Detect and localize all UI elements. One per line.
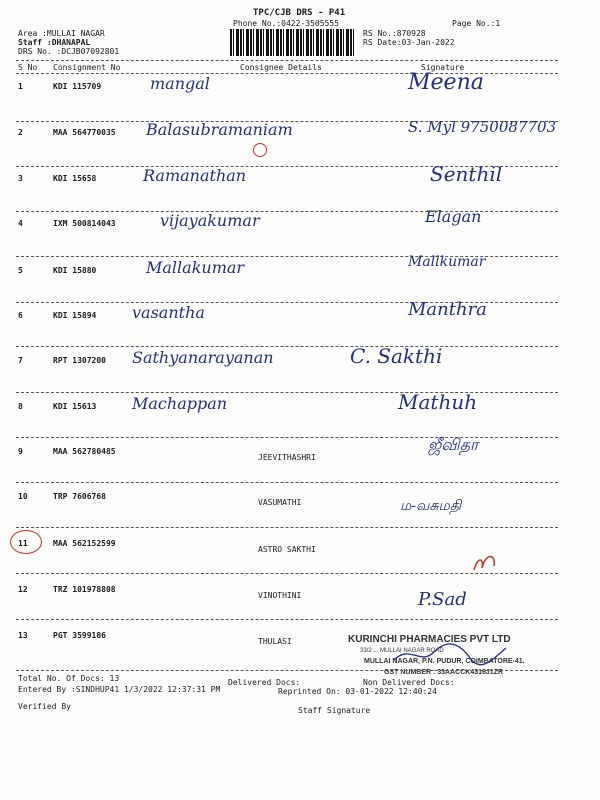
row-sno: 6 <box>18 311 23 320</box>
table-row <box>0 162 600 214</box>
consignment-number: RPT 1307200 <box>53 356 106 365</box>
table-row <box>0 435 600 487</box>
consignment-number: TRZ 101978808 <box>53 585 116 594</box>
consignee-name: THULASI <box>258 637 292 646</box>
consignment-number: MAA 564770035 <box>53 128 116 137</box>
table-row <box>0 207 600 259</box>
table-row <box>0 254 600 306</box>
consignee-handwritten: vasantha <box>132 303 205 322</box>
stamp-gst-number: GST NUMBER : 33AACCK4316J1ZR <box>384 669 504 676</box>
rs-number: RS No.:870928 <box>363 29 426 38</box>
barcode <box>230 29 355 56</box>
consignment-number: MAA 562152599 <box>53 539 116 548</box>
table-row <box>0 118 600 168</box>
stamp-signature-scribble <box>390 640 510 670</box>
row-sno: 13 <box>18 631 28 640</box>
row-sno: 3 <box>18 174 23 183</box>
entered-by: Entered By :SINDHUP41 1/3/2022 12:37:31 PM <box>18 685 221 694</box>
divider <box>16 346 558 347</box>
consignee-name: VINOTHINI <box>258 591 302 600</box>
signature: P.Sad <box>418 589 467 610</box>
divider <box>16 482 558 483</box>
consignee-handwritten: Mallakumar <box>146 258 245 277</box>
signature: Elagan <box>425 207 482 226</box>
rs-date: RS Date:03-Jan-2022 <box>363 38 455 47</box>
divider <box>16 60 558 61</box>
red-circle-mark <box>10 530 42 554</box>
consignee-handwritten: Machappan <box>132 394 228 413</box>
table-row <box>0 390 600 442</box>
consignment-number: TRP 7606768 <box>53 492 106 501</box>
signature: S. Myl 9750087703 <box>408 118 557 136</box>
row-sno: 7 <box>18 356 23 365</box>
divider <box>16 573 558 574</box>
divider <box>16 670 558 671</box>
consignee-name: VASUMATHI <box>258 498 302 507</box>
column-sno: S No <box>18 63 38 72</box>
table-row <box>0 344 600 396</box>
row-sno: 10 <box>18 492 28 501</box>
signature: ம-வசுமதி <box>400 498 462 514</box>
signature: Mallkumar <box>408 254 486 270</box>
consignee-name: JEEVITHASHRI <box>258 453 316 462</box>
total-docs: Total No. Of Docs: 13 <box>18 674 120 683</box>
non-delivered-docs: Non Delivered Docs: <box>363 678 455 687</box>
consignee-handwritten: Balasubramaniam <box>146 120 293 139</box>
area-label: Area :MULLAI NAGAR <box>18 29 105 38</box>
column-consignment: Consignment No <box>53 63 121 72</box>
report-title: TPC/CJB DRS - P41 <box>253 8 346 18</box>
consignment-number: MAA 562780485 <box>53 447 116 456</box>
delivered-docs: Delivered Docs: <box>228 678 301 687</box>
table-row <box>0 299 600 351</box>
consignment-number: PGT 3599186 <box>53 631 106 640</box>
signature: ஜீவிதா <box>428 435 479 454</box>
red-circle-mark <box>253 143 267 157</box>
stamp-address-line: 33/2 ... MULLAI NAGAR ROAD <box>360 648 444 654</box>
signature: C. Sakthi <box>350 344 443 368</box>
consignment-number: KDI 15894 <box>53 311 97 320</box>
row-sno: 4 <box>18 219 23 228</box>
verified-by: Verified By <box>18 702 71 711</box>
signature: Meena <box>408 70 484 95</box>
page-number: Page No.:1 <box>452 19 501 28</box>
consignment-number: KDI 15880 <box>53 266 97 275</box>
staff-signature-label: Staff Signature <box>298 706 371 715</box>
signature: Manthra <box>408 299 487 320</box>
column-signature: Signature <box>421 63 465 72</box>
drs-number: DRS No. :DCJB07092801 <box>18 47 120 56</box>
divider <box>16 619 558 620</box>
consignment-number: KDI 15613 <box>53 402 97 411</box>
table-row <box>0 492 600 532</box>
row-sno: 11 <box>18 539 28 548</box>
row-sno: 2 <box>18 128 23 137</box>
consignee-handwritten: Sathyanarayanan <box>132 348 274 367</box>
row-sno: 5 <box>18 266 23 275</box>
column-consignee: Consignee Details <box>240 63 322 72</box>
consignee-name: ASTRO SAKTHI <box>258 545 316 554</box>
consignment-number: KDI 115709 <box>53 82 102 91</box>
table-row <box>0 70 600 122</box>
row-sno: 9 <box>18 447 23 456</box>
signature: Senthil <box>430 162 503 186</box>
row-sno: 1 <box>18 82 23 91</box>
row-sno: 12 <box>18 585 28 594</box>
consignment-number: KDI 15658 <box>53 174 97 183</box>
stamp-address-city: MULLAI NAGAR, P.N. PUDUR, COIMBATORE-41. <box>364 658 525 665</box>
consignee-handwritten: Ramanathan <box>143 166 247 185</box>
consignment-number: IXM 500814043 <box>53 219 116 228</box>
consignee-handwritten: mangal <box>150 74 210 93</box>
divider <box>16 527 558 528</box>
reprinted-on: Reprinted On: 03-01-2022 12:40:24 <box>278 687 437 696</box>
row-sno: 8 <box>18 402 23 411</box>
phone-number: Phone No.:0422-3505555 <box>233 19 339 28</box>
stamp-company-name: KURINCHI PHARMACIES PVT LTD <box>348 634 511 645</box>
staff-label: Staff :DHANAPAL <box>18 38 91 47</box>
consignee-handwritten: vijayakumar <box>160 211 260 230</box>
signature: Mathuh <box>398 390 478 414</box>
